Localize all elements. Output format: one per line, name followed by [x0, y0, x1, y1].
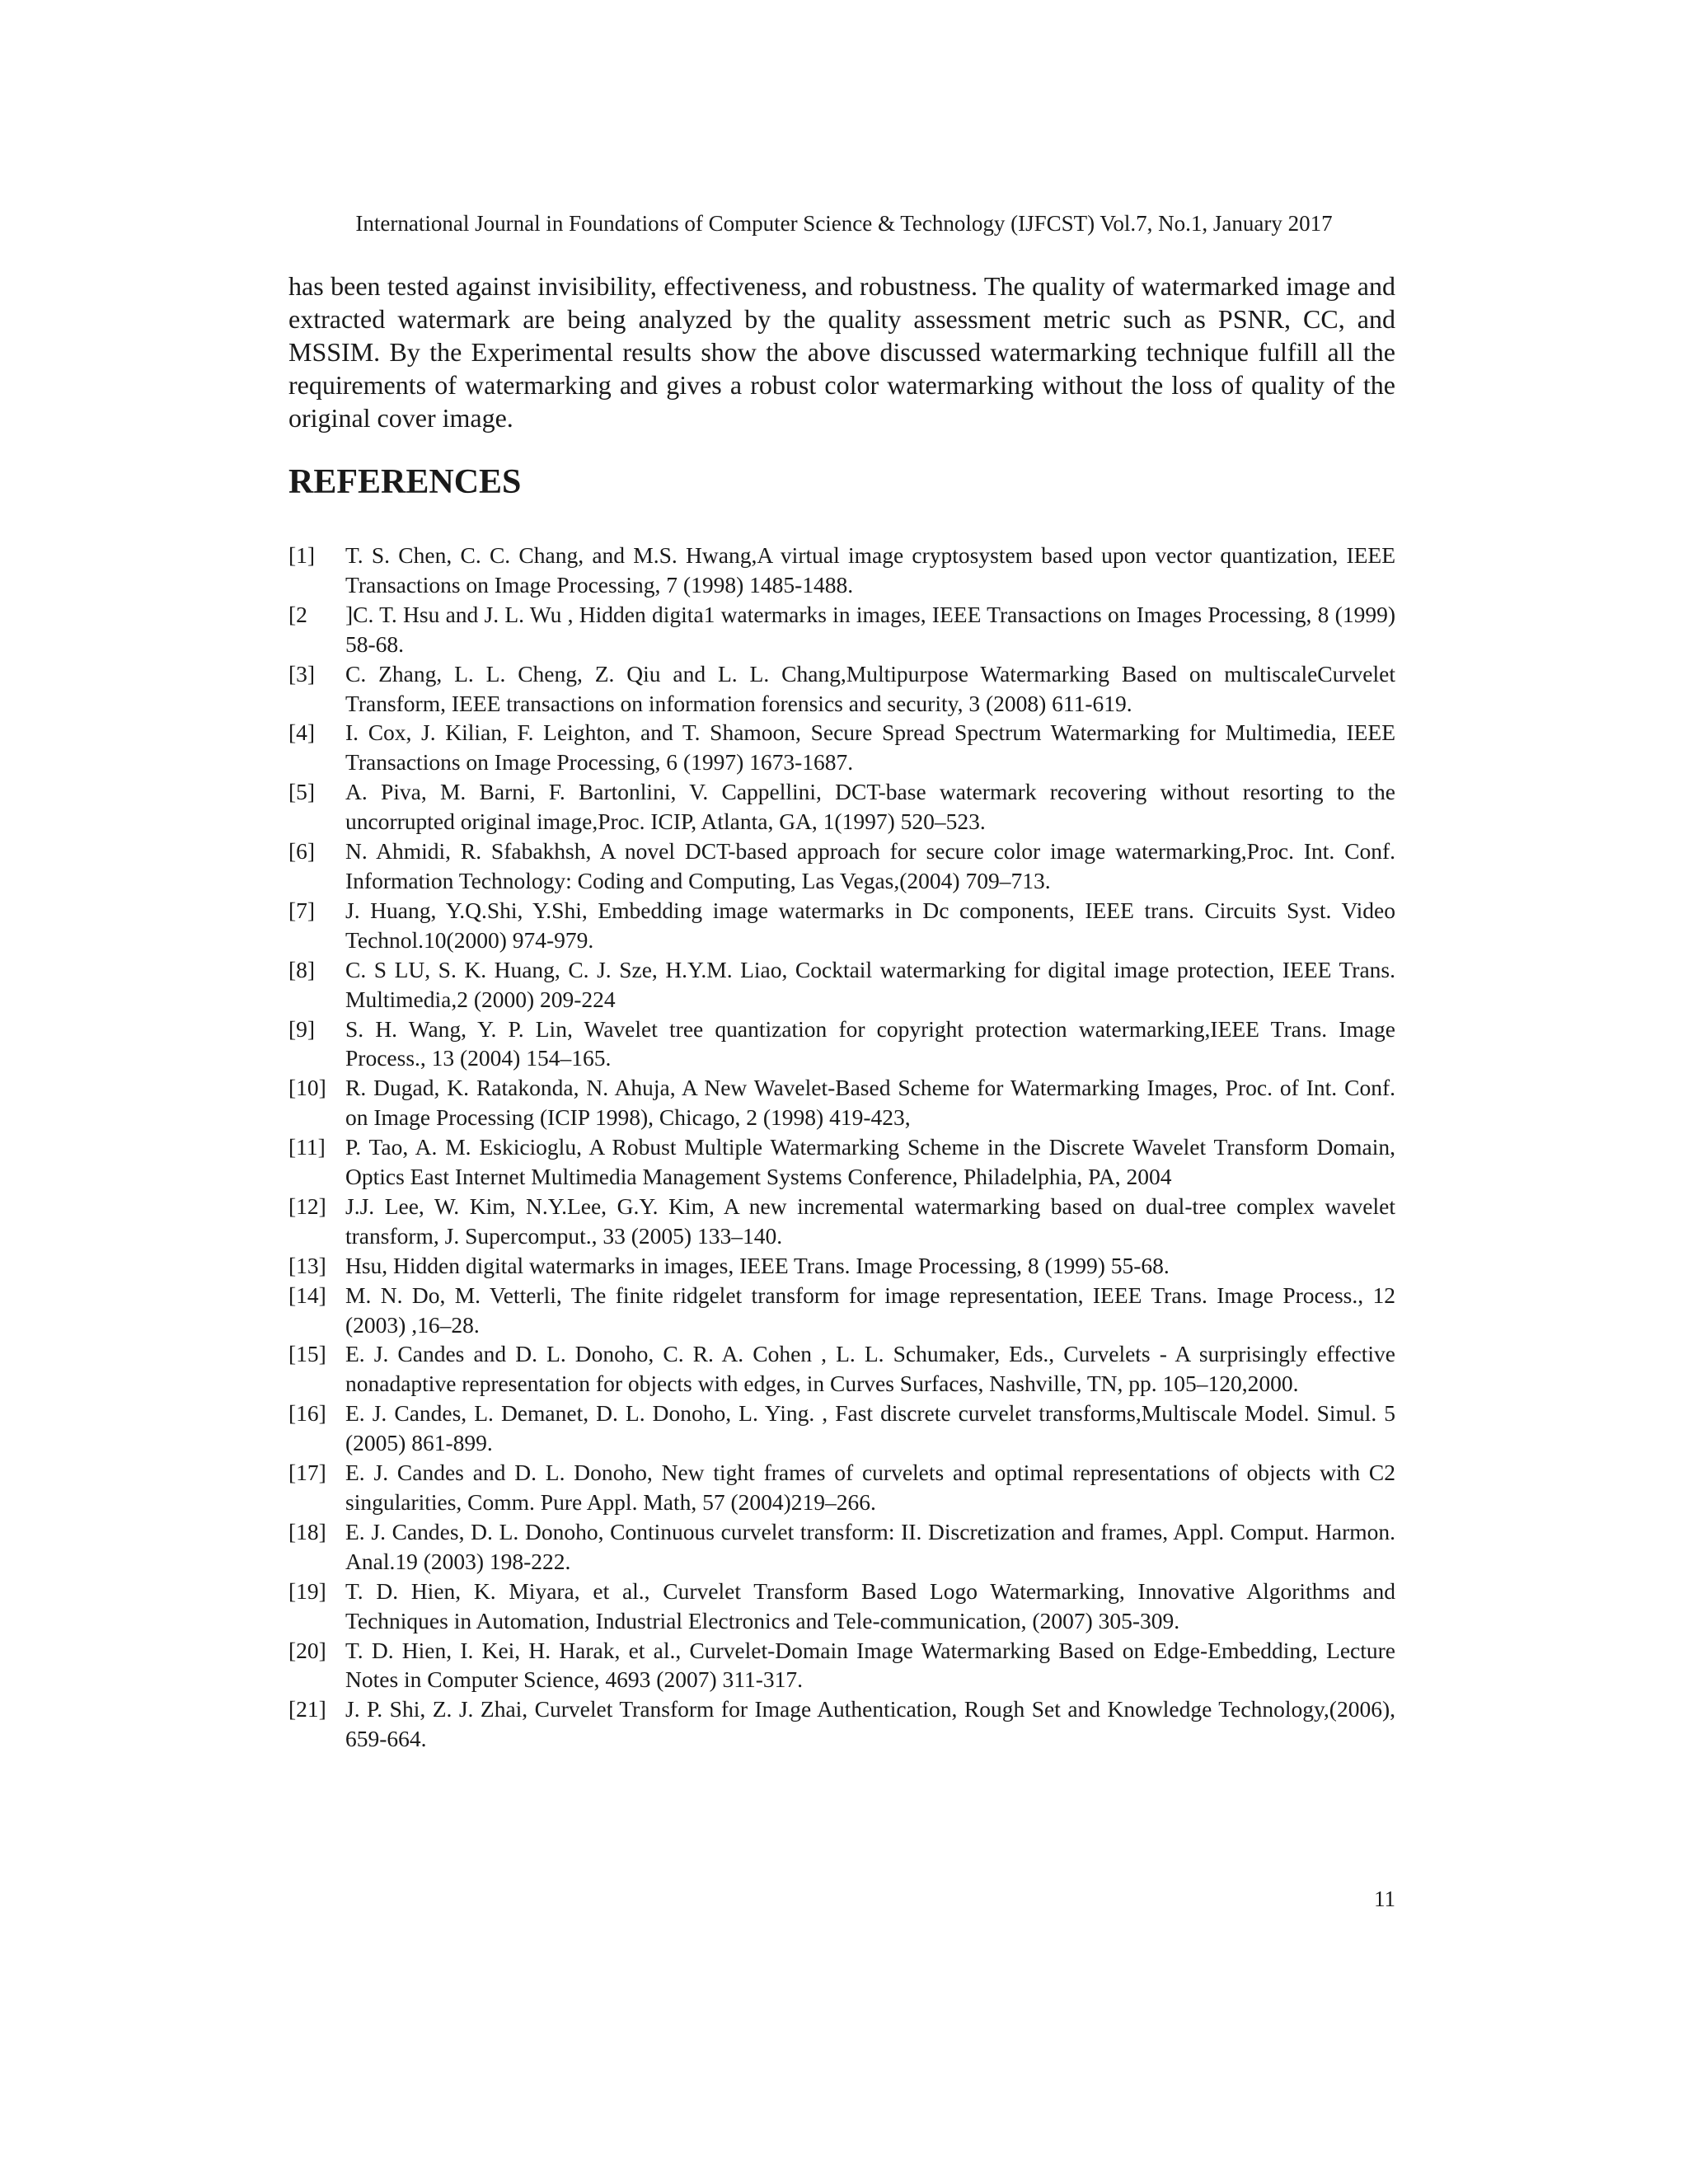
reference-item: [288, 1339, 1395, 1399]
reference-text: E. J. Candes and D. L. Donoho, New tight frames of curvelets and optimal representations of objects with C2 singularities, Comm. Pure Appl. Math, 57 (2004)219–266.: [345, 1460, 1395, 1515]
reference-item: [288, 1577, 1395, 1636]
reference-item: [288, 1132, 1395, 1192]
reference-item: [288, 1281, 1395, 1340]
reference-text: Hsu, Hidden digital watermarks in images, IEEE Trans. Image Processing, 8 (1999) 55-68.: [345, 1252, 1170, 1278]
reference-number: [3]: [288, 660, 316, 687]
reference-item: [288, 600, 1395, 659]
reference-item: [288, 1636, 1395, 1695]
reference-number: [18]: [288, 1518, 326, 1544]
reference-item: [288, 1015, 1395, 1074]
reference-number: [12]: [288, 1193, 326, 1219]
reference-item: [288, 1399, 1395, 1458]
reference-item: [288, 1694, 1395, 1754]
reference-item: [288, 955, 1395, 1015]
reference-text: P. Tao, A. M. Eskicioglu, A Robust Multiple Watermarking Scheme in the Discrete Wavelet Transform Domain, Optics East Internet Multimedia Management Systems Conference, Philadelphia, PA, 2004: [345, 1134, 1395, 1190]
reference-number: [20]: [288, 1637, 326, 1663]
reference-number: [7]: [288, 897, 316, 923]
reference-text: E. J. Candes, D. L. Donoho, Continuous curvelet transform: II. Discretization and frames, Appl. Comput. Harmon. Anal.19 (2003) 198-222.: [345, 1518, 1395, 1574]
reference-item: [288, 1517, 1395, 1577]
reference-item: [288, 777, 1395, 837]
reference-text: S. H. Wang, Y. P. Lin, Wavelet tree quantization for copyright protection watermarking,IEEE Trans. Image Process., 13 (2004) 154–165.: [345, 1015, 1395, 1071]
reference-text: C. Zhang, L. L. Cheng, Z. Qiu and L. L. Chang,Multipurpose Watermarking Based on multiscaleCurvelet Transform, IEEE transactions on information forensics and security, 3 (2008) 611-619.: [345, 660, 1395, 716]
page-number: 11: [1374, 1886, 1395, 1911]
reference-text: T. D. Hien, K. Miyara, et al., Curvelet Transform Based Logo Watermarking, Innovative Algorithms and Techniques in Automation, Industrial Electronics and Tele-communication, (2007) 305-309.: [345, 1577, 1395, 1633]
reference-item: [288, 718, 1395, 777]
intro-paragraph: has been tested against invisibility, effectiveness, and robustness. The quality of watermarked image and extracted watermark are being analyzed by the quality assessment metric such as PSNR, CC, and MSSIM. By the Experimental results show the above discussed watermarking technique fulfill all the requirements of watermarking and gives a robust color watermarking without the loss of quality of the original cover image.: [288, 271, 1395, 433]
reference-number: [5]: [288, 779, 316, 805]
reference-text: J. P. Shi, Z. J. Zhai, Curvelet Transform for Image Authentication, Rough Set and Knowledge Technology,(2006), 659-664.: [345, 1696, 1395, 1752]
reference-text: C. S LU, S. K. Huang, C. J. Sze, H.Y.M. Liao, Cocktail watermarking for digital image protection, IEEE Trans. Multimedia,2 (2000) 209-224: [345, 956, 1395, 1012]
reference-item: [288, 896, 1395, 955]
reference-text: J.J. Lee, W. Kim, N.Y.Lee, G.Y. Kim, A new incremental watermarking based on dual-tree complex wavelet transform, J. Supercomput., 33 (2005) 133–140.: [345, 1193, 1395, 1249]
reference-number: [16]: [288, 1400, 326, 1427]
reference-number: [14]: [288, 1282, 326, 1308]
reference-item: [288, 1073, 1395, 1132]
running-header: International Journal in Foundations of Computer Science & Technology (IJFCST) Vol.7, No.1, January 2017: [355, 211, 1333, 236]
reference-number: [21]: [288, 1696, 326, 1722]
reference-number: [13]: [288, 1252, 326, 1278]
reference-text: T. D. Hien, I. Kei, H. Harak, et al., Curvelet-Domain Image Watermarking Based on Edge-Embedding, Lecture Notes in Computer Science, 4693 (2007) 311-317.: [345, 1637, 1395, 1693]
reference-number: [15]: [288, 1341, 326, 1367]
reference-item: [288, 1458, 1395, 1517]
reference-text: E. J. Candes, L. Demanet, D. L. Donoho, L. Ying. , Fast discrete curvelet transforms,Multiscale Model. Simul. 5 (2005) 861-899.: [345, 1400, 1395, 1456]
reference-item: [288, 837, 1395, 896]
reference-item: [288, 1251, 1395, 1281]
reference-text: M. N. Do, M. Vetterli, The finite ridgelet transform for image representation, IEEE Trans. Image Process., 12 (2003) ,16–28.: [345, 1282, 1395, 1338]
reference-text: J. Huang, Y.Q.Shi, Y.Shi, Embedding image watermarks in Dc components, IEEE trans. Circuits Syst. Video Technol.10(2000) 974-979.: [345, 897, 1395, 953]
reference-number: [8]: [288, 956, 316, 982]
reference-number: [19]: [288, 1577, 326, 1604]
reference-item: [288, 659, 1395, 719]
references-heading: REFERENCES: [288, 463, 522, 501]
reference-item: [288, 541, 1395, 600]
reference-number: [4]: [288, 719, 316, 746]
reference-text: I. Cox, J. Kilian, F. Leighton, and T. Shamoon, Secure Spread Spectrum Watermarking for Multimedia, IEEE Transactions on Image Processing, 6 (1997) 1673-1687.: [345, 719, 1395, 776]
reference-text: A. Piva, M. Barni, F. Bartonlini, V. Cappellini, DCT-base watermark recovering without resorting to the uncorrupted original image,Proc. ICIP, Atlanta, GA, 1(1997) 520–523.: [345, 779, 1395, 835]
reference-text: ]C. T. Hsu and J. L. Wu , Hidden digita1 watermarks in images, IEEE Transactions on Images Processing, 8 (1999) 58-68.: [345, 601, 1395, 657]
reference-number: [11]: [288, 1134, 326, 1160]
reference-number: [9]: [288, 1015, 316, 1042]
reference-text: T. S. Chen, C. C. Chang, and M.S. Hwang,A virtual image cryptosystem based upon vector quantization, IEEE Transactions on Image Processing, 7 (1998) 1485-1488.: [345, 542, 1395, 598]
reference-item: [288, 1192, 1395, 1251]
reference-text: N. Ahmidi, R. Sfabakhsh, A novel DCT-based approach for secure color image watermarking,Proc. Int. Conf. Information Technology: Coding and Computing, Las Vegas,(2004) 709–713.: [345, 838, 1395, 893]
reference-number: [1]: [288, 542, 316, 568]
reference-text: E. J. Candes and D. L. Donoho, C. R. A. Cohen , L. L. Schumaker, Eds., Curvelets - A surprisingly effective nonadaptive representation for objects with edges, in Curves Surfaces, Nashville, TN, pp. 105–120,2000.: [345, 1341, 1395, 1397]
reference-number: [6]: [288, 838, 316, 865]
reference-number: [2: [288, 601, 307, 627]
reference-number: [17]: [288, 1460, 326, 1486]
reference-list: [288, 541, 1395, 1754]
reference-text: R. Dugad, K. Ratakonda, N. Ahuja, A New Wavelet-Based Scheme for Watermarking Images, Proc. of Int. Conf. on Image Processing (ICIP 1998), Chicago, 2 (1998) 419-423,: [345, 1075, 1395, 1131]
reference-number: [10]: [288, 1075, 326, 1101]
